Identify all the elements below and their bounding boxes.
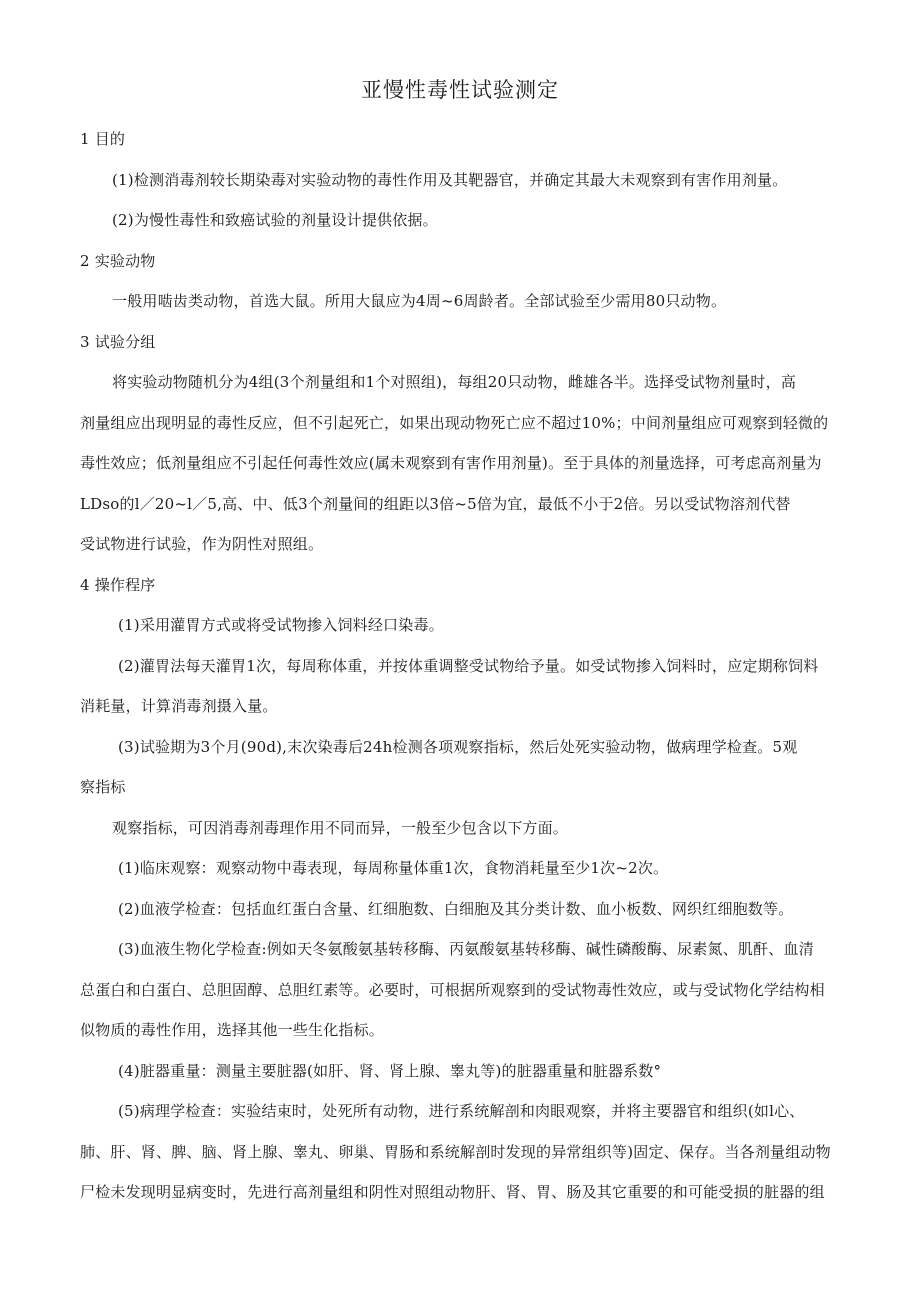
paragraph-line: (5)病理学检查：实验结束时，处死所有动物，进行系统解剖和肉眼观察，并将主要器官和组织(如l心、 (118, 1102, 805, 1120)
paragraph-line: 似物质的毒性作用，选择其他一些生化指标。 (80, 1021, 385, 1039)
paragraph-line: 肺、肝、肾、脾、脑、肾上腺、睾丸、卵巢、胃肠和系统解剖时发现的异常组织等)固定、保存。当各剂量组动物 (80, 1142, 831, 1161)
paragraph-line: 将实验动物随机分为4组(3个剂量组和1个对照组)，每组20只动物，雌雄各半。选择受试物剂量时，高 (112, 373, 797, 391)
paragraph: 观察指标，可因消毒剂毒理作用不同而异，一般至少包含以下方面。 (112, 818, 569, 837)
paragraph-line: 剂量组应出现明显的毒性反应，但不引起死亡，如果出现动物死亡应不超过10%；中间剂量组应可观察到轻微的 (80, 413, 829, 432)
list-item: (4)脏器重量：测量主要脏器(如肝、肾、肾上腺、睾丸等)的脏器重量和脏器系数° (118, 1061, 662, 1080)
paragraph: (2)为慢性毒性和致癌试验的剂量设计提供依据。 (112, 211, 438, 229)
section-heading-animals: 2 实验动物 (80, 251, 156, 270)
list-item: (1)临床观察：观察动物中毒表现，每周称量体重1次，食物消耗量至少1次~2次。 (118, 859, 669, 877)
paragraph: (1)采用灌胃方式或将受试物掺入饲料经口染毒。 (118, 616, 444, 634)
section-heading-purpose: 1 目的 (80, 130, 126, 148)
paragraph-line: 毒性效应；低剂量组应不引起任何毒性效应(属未观察到有害作用剂量)。至于具体的剂量选择，可考虑高剂量为 (80, 454, 822, 472)
paragraph-line: LDso的l／20~l／5,高、中、低3个剂量间的组距以3倍~5倍为宜，最低不小于2倍。另以受试物溶剂代替 (80, 494, 791, 513)
paragraph: 一般用啮齿类动物，首选大鼠。所用大鼠应为4周~6周龄者。全部试验至少需用80只动物。 (112, 292, 727, 310)
paragraph-line: 总蛋白和白蛋白、总胆固醇、总胆红素等。必要时，可根据所观察到的受试物毒性效应，或与受试物化学结构相 (80, 980, 825, 999)
paragraph-line: 尸检未发现明显病变时，先进行高剂量组和阴性对照组动物肝、肾、胃、肠及其它重要的和可能受损的脏器的组 (80, 1183, 825, 1201)
paragraph-line: 消耗量，计算消毒剂摄入量。 (80, 697, 278, 715)
paragraph-line: (3)血液生物化学检查:例如天冬氨酸氨基转移酶、丙氨酸氨基转移酶、碱性磷酸酶、尿素氮、肌酐、血清 (118, 940, 814, 958)
paragraph-line: 受试物进行试验，作为阴性对照组。 (80, 535, 324, 553)
list-item: (2)血液学检查：包括血红蛋白含量、红细胞数、白细胞及其分类计数、血小板数、网织红细胞数等。 (118, 899, 794, 918)
document-title: 亚慢性毒性试验测定 (361, 78, 559, 102)
paragraph-line: 察指标 (80, 778, 126, 796)
paragraph-line: (2)灌胃法每天灌胃1次，每周称体重，并按体重调整受试物给予量。如受试物掺入饲料时，应定期称饲料 (118, 656, 819, 675)
section-heading-procedure: 4 操作程序 (80, 575, 156, 594)
section-heading-grouping: 3 试验分组 (80, 332, 156, 351)
paragraph: (1)检测消毒剂较长期染毒对实验动物的毒性作用及其靶器官，并确定其最大未观察到有害作用剂量。 (112, 170, 788, 189)
paragraph-line: (3)试验期为3个月(90d),末次染毒后24h检测各项观察指标，然后处死实验动物，做病理学检查。5观 (118, 737, 798, 756)
document-body (80, 119, 840, 1213)
